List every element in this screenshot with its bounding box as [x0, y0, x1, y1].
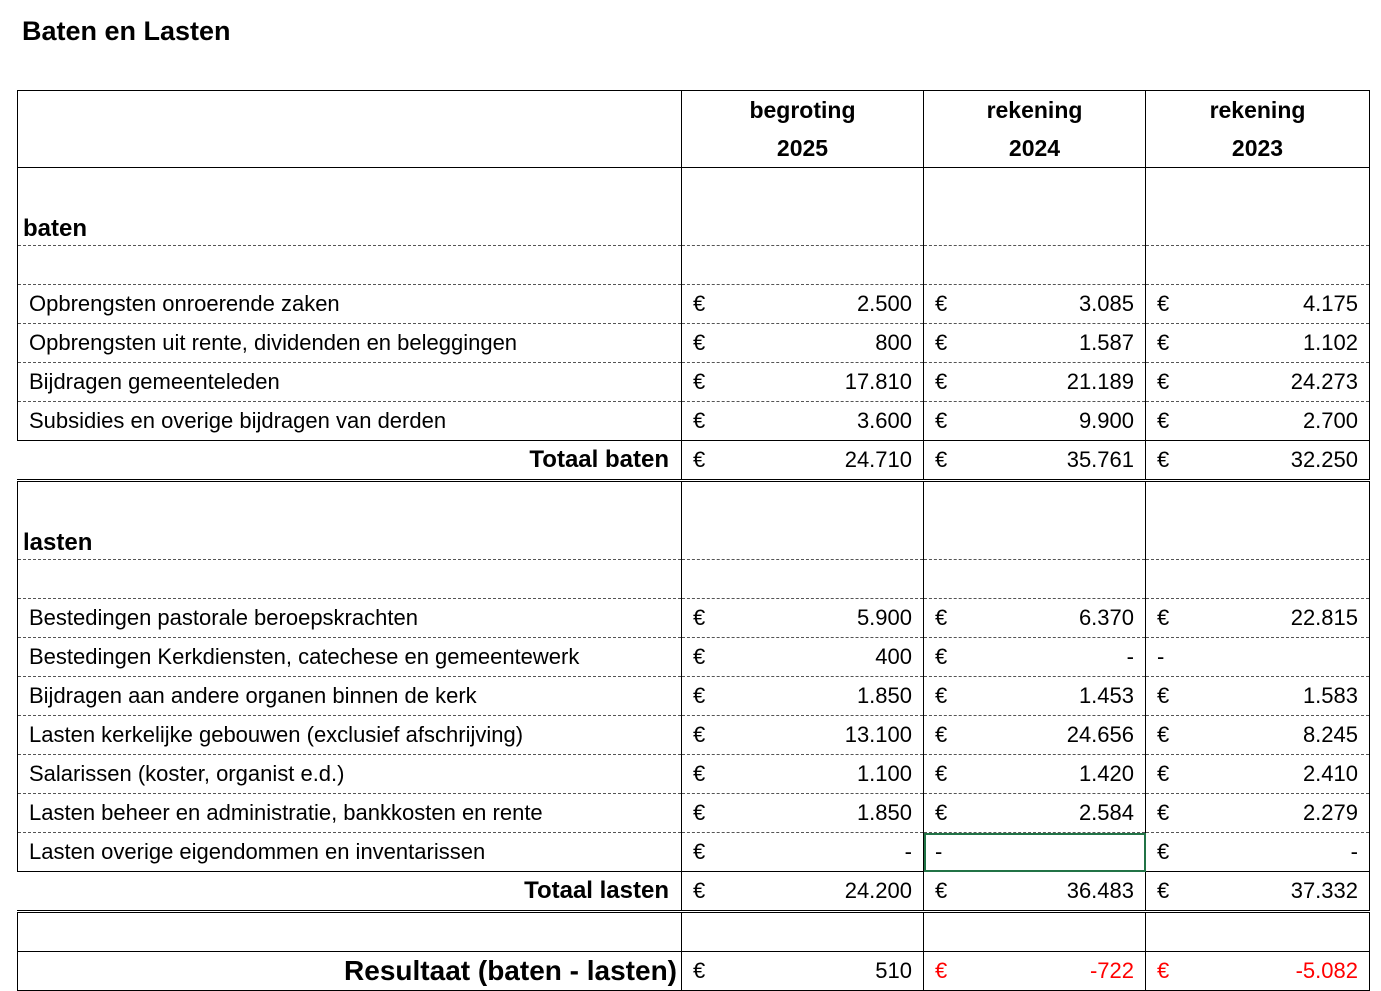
- table-cell[interactable]: [1146, 481, 1370, 560]
- amount-cell[interactable]: [682, 755, 924, 794]
- currency-symbol: €: [693, 605, 706, 630]
- table-row: [18, 677, 1370, 716]
- amount-value: -: [904, 839, 912, 864]
- header-begroting-2025[interactable]: begroting 2025: [682, 91, 924, 168]
- amount-value: 400: [875, 644, 912, 669]
- total-cell[interactable]: [1146, 872, 1370, 912]
- table-row: [18, 285, 1370, 324]
- amount-value: 3.085: [1078, 291, 1134, 316]
- currency-symbol: €: [1157, 447, 1170, 472]
- currency-symbol: €: [693, 761, 706, 786]
- currency-symbol: €: [935, 447, 948, 472]
- currency-symbol: €: [693, 291, 706, 316]
- amount-cell[interactable]: [1146, 638, 1370, 677]
- row-label[interactable]: Opbrengsten onroerende zaken: [18, 285, 682, 324]
- amount-cell[interactable]: [682, 716, 924, 755]
- header-row: [18, 91, 1370, 168]
- table-cell[interactable]: [924, 168, 1146, 246]
- table-cell[interactable]: [18, 912, 682, 952]
- currency-symbol: €: [1157, 958, 1170, 983]
- currency-symbol: €: [935, 605, 948, 630]
- resultaat-label[interactable]: Resultaat (baten - lasten): [18, 952, 682, 991]
- table-cell[interactable]: [924, 912, 1146, 952]
- amount-cell[interactable]: [924, 716, 1146, 755]
- amount-cell[interactable]: [1146, 324, 1370, 363]
- amount-cell[interactable]: [682, 833, 924, 872]
- row-label[interactable]: Bijdragen gemeenteleden: [18, 363, 682, 402]
- amount-value: 6.370: [1078, 605, 1134, 630]
- currency-symbol: €: [935, 408, 948, 433]
- table-cell[interactable]: [1146, 246, 1370, 285]
- total-cell[interactable]: [924, 872, 1146, 912]
- total-value: 24.200: [844, 878, 912, 903]
- amount-value: 13.100: [844, 722, 912, 747]
- total-cell[interactable]: [924, 441, 1146, 481]
- amount-cell[interactable]: [924, 324, 1146, 363]
- amount-value: -: [1350, 839, 1358, 864]
- amount-cell[interactable]: [1146, 755, 1370, 794]
- total-value: 32.250: [1290, 447, 1358, 472]
- currency-symbol: €: [1157, 408, 1170, 433]
- resultaat-value: 510: [875, 958, 912, 983]
- resultaat-value: -722: [1089, 958, 1134, 983]
- row-label[interactable]: Lasten beheer en administratie, bankkosten en rente: [18, 794, 682, 833]
- dash-value: -: [935, 839, 943, 864]
- total-baten-label[interactable]: Totaal baten: [18, 441, 682, 481]
- currency-symbol: €: [693, 330, 706, 355]
- total-lasten-row: [18, 872, 1370, 912]
- currency-symbol: €: [935, 369, 948, 394]
- row-label[interactable]: Bestedingen Kerkdiensten, catechese en gemeentewerk: [18, 638, 682, 677]
- currency-symbol: €: [935, 800, 948, 825]
- currency-symbol: €: [1157, 330, 1170, 355]
- currency-symbol: €: [693, 408, 706, 433]
- amount-cell[interactable]: [682, 363, 924, 402]
- resultaat-row: [18, 952, 1370, 991]
- amount-cell[interactable]: [1146, 716, 1370, 755]
- amount-cell[interactable]: [1146, 402, 1370, 441]
- amount-value: 3.600: [856, 408, 912, 433]
- table-row: [18, 794, 1370, 833]
- row-label[interactable]: Lasten kerkelijke gebouwen (exclusief afschrijving): [18, 716, 682, 755]
- section-baten-row: [18, 168, 1370, 246]
- amount-value: 24.273: [1290, 369, 1358, 394]
- table-row: [18, 599, 1370, 638]
- table-cell[interactable]: [18, 560, 682, 599]
- currency-symbol: €: [693, 722, 706, 747]
- amount-cell[interactable]: [924, 285, 1146, 324]
- currency-symbol: €: [693, 800, 706, 825]
- currency-symbol: €: [1157, 683, 1170, 708]
- blank-row: [18, 246, 1370, 285]
- row-label[interactable]: Lasten overige eigendommen en inventarissen: [18, 833, 682, 872]
- currency-symbol: €: [1157, 800, 1170, 825]
- table-cell[interactable]: [18, 246, 682, 285]
- amount-cell[interactable]: [682, 599, 924, 638]
- row-label[interactable]: Subsidies en overige bijdragen van derden: [18, 402, 682, 441]
- resultaat-cell[interactable]: [924, 952, 1146, 991]
- amount-value: 21.189: [1066, 369, 1134, 394]
- currency-symbol: €: [1157, 878, 1170, 903]
- amount-value: -: [1126, 644, 1134, 669]
- amount-value: 17.810: [844, 369, 912, 394]
- total-cell[interactable]: [1146, 441, 1370, 481]
- total-value: 36.483: [1066, 878, 1134, 903]
- table-cell[interactable]: [924, 481, 1146, 560]
- table-cell[interactable]: [682, 560, 924, 599]
- currency-symbol: €: [693, 644, 706, 669]
- amount-value: 24.656: [1066, 722, 1134, 747]
- currency-symbol: €: [693, 958, 706, 983]
- table-cell[interactable]: [682, 168, 924, 246]
- amount-cell[interactable]: [1146, 833, 1370, 872]
- total-baten-row: [18, 441, 1370, 481]
- amount-cell[interactable]: [924, 755, 1146, 794]
- amount-value: 1.850: [856, 800, 912, 825]
- amount-value: 1.850: [856, 683, 912, 708]
- amount-cell[interactable]: [682, 638, 924, 677]
- currency-symbol: €: [1157, 605, 1170, 630]
- amount-cell[interactable]: [682, 285, 924, 324]
- header-empty-cell[interactable]: [18, 91, 682, 168]
- amount-cell[interactable]: [682, 794, 924, 833]
- amount-value: 2.279: [1302, 800, 1358, 825]
- currency-symbol: €: [693, 878, 706, 903]
- amount-value: 1.453: [1078, 683, 1134, 708]
- resultaat-value: -5.082: [1295, 958, 1358, 983]
- currency-symbol: €: [935, 291, 948, 316]
- header-rekening-2024[interactable]: rekening 2024: [924, 91, 1146, 168]
- currency-symbol: €: [693, 839, 706, 864]
- amount-value: 800: [875, 330, 912, 355]
- table-cell[interactable]: [682, 481, 924, 560]
- amount-value: 1.583: [1302, 683, 1358, 708]
- amount-value: 2.410: [1302, 761, 1358, 786]
- currency-symbol: €: [693, 369, 706, 394]
- amount-value: 1.587: [1078, 330, 1134, 355]
- amount-cell[interactable]: [1146, 794, 1370, 833]
- amount-value: 9.900: [1078, 408, 1134, 433]
- currency-symbol: €: [693, 683, 706, 708]
- sheet-title: Baten en Lasten: [22, 16, 231, 46]
- amount-cell[interactable]: [682, 324, 924, 363]
- currency-symbol: €: [935, 722, 948, 747]
- amount-value: 8.245: [1302, 722, 1358, 747]
- row-label[interactable]: Salarissen (koster, organist e.d.): [18, 755, 682, 794]
- table-row: [18, 324, 1370, 363]
- amount-value: 22.815: [1290, 605, 1358, 630]
- total-cell[interactable]: [682, 441, 924, 481]
- currency-symbol: €: [1157, 291, 1170, 316]
- amount-cell[interactable]: [924, 599, 1146, 638]
- amount-value: 1.100: [856, 761, 912, 786]
- amount-value: 5.900: [856, 605, 912, 630]
- row-label[interactable]: Opbrengsten uit rente, dividenden en beleggingen: [18, 324, 682, 363]
- amount-value: 2.700: [1302, 408, 1358, 433]
- table-cell[interactable]: [682, 246, 924, 285]
- currency-symbol: €: [1157, 839, 1170, 864]
- total-value: 24.710: [844, 447, 912, 472]
- total-value: 37.332: [1290, 878, 1358, 903]
- table-cell[interactable]: [1146, 168, 1370, 246]
- total-cell[interactable]: [682, 872, 924, 912]
- amount-cell[interactable]: [924, 794, 1146, 833]
- currency-symbol: €: [1157, 722, 1170, 747]
- dash-value: -: [1157, 644, 1165, 669]
- amount-value: 4.175: [1302, 291, 1358, 316]
- currency-symbol: €: [935, 761, 948, 786]
- currency-symbol: €: [935, 683, 948, 708]
- total-value: 35.761: [1066, 447, 1134, 472]
- section-label-lasten[interactable]: lasten: [18, 481, 682, 560]
- header-rekening-2023[interactable]: rekening 2023: [1146, 91, 1370, 168]
- amount-cell[interactable]: [1146, 677, 1370, 716]
- amount-cell[interactable]: [1146, 599, 1370, 638]
- table-row: [18, 402, 1370, 441]
- amount-cell[interactable]: [682, 402, 924, 441]
- amount-cell[interactable]: [924, 677, 1146, 716]
- amount-value: 1.102: [1302, 330, 1358, 355]
- selected-cell[interactable]: [924, 833, 1146, 872]
- amount-cell[interactable]: [924, 363, 1146, 402]
- currency-symbol: €: [1157, 761, 1170, 786]
- amount-value: 1.420: [1078, 761, 1134, 786]
- currency-symbol: €: [1157, 369, 1170, 394]
- currency-symbol: €: [935, 958, 948, 983]
- currency-symbol: €: [935, 330, 948, 355]
- table-row: [18, 755, 1370, 794]
- table-cell[interactable]: [924, 246, 1146, 285]
- amount-cell[interactable]: [1146, 285, 1370, 324]
- resultaat-cell[interactable]: [682, 952, 924, 991]
- amount-cell[interactable]: [682, 677, 924, 716]
- table-row: [18, 363, 1370, 402]
- spacer-row: [18, 912, 1370, 952]
- amount-cell[interactable]: [1146, 363, 1370, 402]
- table-cell[interactable]: [924, 560, 1146, 599]
- table-row: [18, 716, 1370, 755]
- table-row: [18, 638, 1370, 677]
- currency-symbol: €: [935, 878, 948, 903]
- amount-cell[interactable]: [924, 402, 1146, 441]
- table-row: [18, 833, 1370, 872]
- table-cell[interactable]: [682, 912, 924, 952]
- table-cell[interactable]: [1146, 912, 1370, 952]
- amount-value: 2.584: [1078, 800, 1134, 825]
- section-label-baten[interactable]: baten: [18, 168, 682, 246]
- total-lasten-label[interactable]: Totaal lasten: [18, 872, 682, 912]
- resultaat-cell[interactable]: [1146, 952, 1370, 991]
- row-label[interactable]: Bijdragen aan andere organen binnen de kerk: [18, 677, 682, 716]
- currency-symbol: €: [693, 447, 706, 472]
- row-label[interactable]: Bestedingen pastorale beroepskrachten: [18, 599, 682, 638]
- blank-row: [18, 560, 1370, 599]
- amount-value: 2.500: [856, 291, 912, 316]
- baten-lasten-table: [17, 90, 1370, 991]
- section-lasten-row: [18, 481, 1370, 560]
- amount-cell[interactable]: [924, 638, 1146, 677]
- currency-symbol: €: [935, 644, 948, 669]
- table-cell[interactable]: [1146, 560, 1370, 599]
